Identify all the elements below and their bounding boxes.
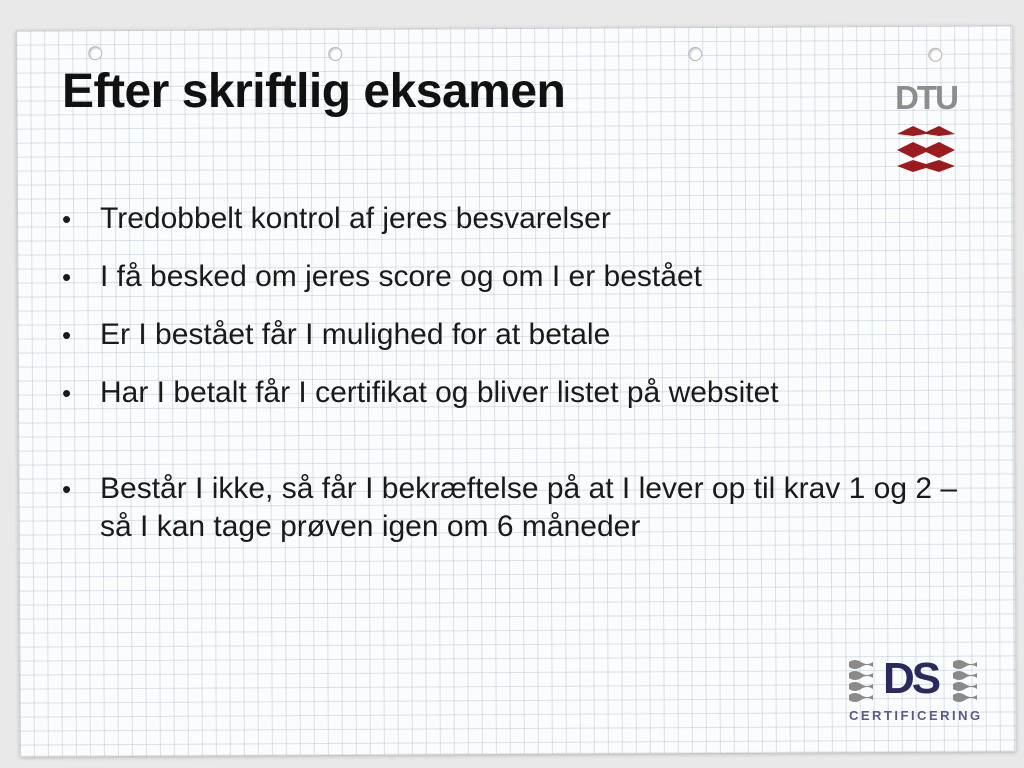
- ds-logo-subtitle: CERTIFICERING: [849, 708, 983, 723]
- bullet-icon: •: [62, 262, 72, 292]
- bullet-icon: •: [62, 204, 72, 234]
- list-item: [62, 200, 982, 238]
- bullet-list: [62, 200, 982, 566]
- bullet-text: Tredobbelt kontrol af jeres besvarelser: [100, 202, 611, 235]
- dtu-logo-text: DTU: [895, 79, 957, 116]
- ds-logo-text: DS: [883, 654, 939, 703]
- bullet-text: Har I betalt får I certifikat og bliver listet på websitet: [100, 376, 779, 409]
- ds-certificering-logo-icon: [845, 656, 985, 726]
- bullet-text: Er I bestået får I mulighed for at betale: [100, 318, 611, 351]
- dtu-mark-icon: [893, 80, 959, 176]
- bullet-text: Består I ikke, så får I bekræftelse på at I lever op til krav 1 og 2 – så I kan tage prøven igen om 6 måneder: [100, 472, 958, 543]
- list-item: [62, 470, 982, 546]
- binder-hole: [88, 46, 102, 60]
- binder-hole: [328, 47, 342, 61]
- list-item: [62, 316, 982, 354]
- bullet-icon: •: [62, 474, 72, 504]
- bullet-text: I få besked om jeres score og om I er bestået: [100, 260, 702, 293]
- bullet-icon: •: [62, 320, 72, 350]
- binder-hole: [928, 48, 942, 62]
- dtu-logo-icon: [893, 80, 959, 176]
- list-item: [62, 374, 982, 412]
- slide-title: Efter skriftlig eksamen: [62, 65, 566, 118]
- list-item: [62, 258, 982, 296]
- binder-hole: [688, 47, 702, 61]
- bullet-icon: •: [62, 378, 72, 408]
